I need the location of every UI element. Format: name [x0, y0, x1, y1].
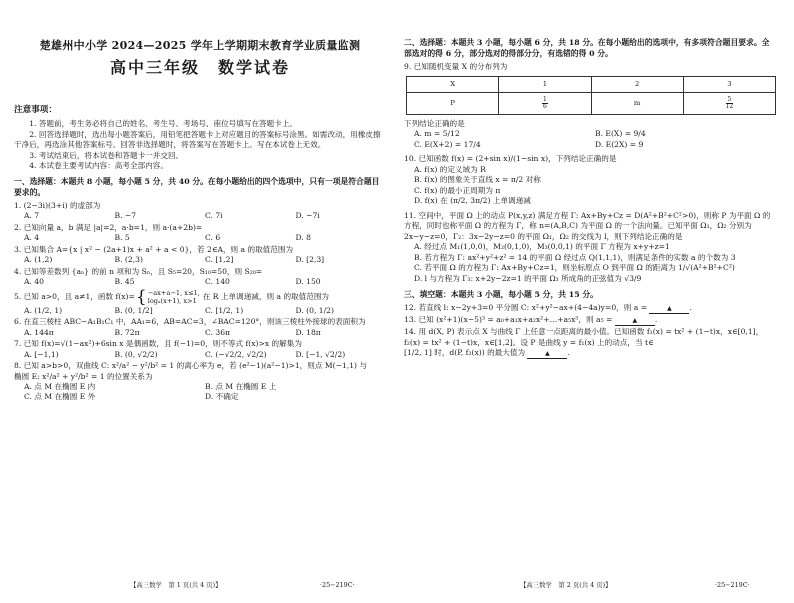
option-b: B. f(x) 的图象关于直线 x = π/2 对称	[414, 175, 541, 185]
question-stem: 10. 已知函数 f(x) = (2+sin x)/(1−sin x)，下列结论正确的是	[404, 154, 617, 164]
question-stem: 1. (2−3i)(3+i) 的虚部为	[14, 200, 101, 210]
option-b: B. E(X) = 9/4	[595, 129, 646, 139]
table-row	[407, 92, 776, 114]
option-c: C. (−√2/2, √2/2)	[205, 349, 267, 359]
question-stem: 2. 已知向量 a，b 满足 |a|=2，a·b=1，则 a·(a+2b)=	[14, 222, 203, 232]
notice-heading: 注意事项：	[14, 105, 57, 116]
option-a: A. f(x) 的定义域为 R	[414, 164, 486, 174]
left-column	[14, 38, 386, 403]
option-d: D. 150	[295, 277, 321, 287]
option-c: C. E(X+2) = 17/4	[414, 139, 481, 149]
option-a: A. [−1,1)	[24, 349, 59, 359]
table-cell: 2	[591, 76, 683, 92]
option-d: D. f(x) 在 (π/2, 3π/2) 上单调递减	[414, 196, 531, 206]
numerator: 5	[727, 95, 732, 103]
question-13: 13. 已知 (x²+1)(x−5)³ = a₀+a₁x+a₂x²+…+a₅x⁵，则 a₅ = ▲ .	[404, 315, 776, 326]
option-b: B. 若方程为 Γ: ax²+y²+z² = 14 的平面 Ω 经过点 Q(1,1,1)，则满足条件的实数 a 的个数为 3	[414, 252, 736, 262]
exam-subtitle: 高中三年级 数学试卷	[109, 58, 290, 78]
right-column	[404, 38, 776, 359]
option-a: A. 40	[24, 277, 44, 287]
numerator: 1	[542, 95, 547, 103]
fraction	[726, 97, 734, 111]
question-6	[14, 317, 386, 338]
question-9	[404, 62, 776, 151]
option-c: C. 140	[205, 277, 230, 287]
question-10	[404, 154, 776, 206]
fraction	[542, 97, 548, 111]
notice-item: 1. 答题前，考生务必将自己的姓名、考生号、考场号、座位号填写在答题卡上。	[29, 119, 298, 129]
piecewise-brace: {	[135, 286, 147, 307]
option-a: A. (1,2)	[24, 255, 53, 265]
option-d: D. E(2X) = 9	[595, 139, 644, 149]
distribution-table	[406, 76, 776, 115]
notice-block	[14, 105, 386, 171]
option-d: D. −7i	[295, 211, 320, 221]
footer-left-code: ·25−219C·	[320, 581, 355, 589]
option-d: D. [2,3]	[295, 255, 325, 265]
question-stem: 7. 已知 f(x)=√(1−ax²)+6sin x 是偶函数，且 f(−1)=0，则不等式 f(x)>x 的解集为	[14, 339, 302, 349]
option-a: A. 4	[24, 233, 40, 243]
answer-blank: ▲	[527, 350, 567, 359]
option-c: C. 点 M 在椭圆 E 外	[24, 392, 96, 402]
answer-blank: ▲	[615, 317, 655, 326]
question-stem: 4. 已知等差数列 {aₙ} 的前 n 项和为 Sₙ，且 S₅=20，S₁₀=50，则 S₂₀=	[14, 266, 263, 276]
option-d: D. 8	[295, 233, 311, 243]
option-c: C. [1/2, 1)	[205, 305, 244, 315]
question-14: 14. 用 d(X, P) 表示点 X 与曲线 Γ 上任意一点距离的最小值。已知函数 f₁(x) = tx² + (1−t)x，x∈[0,1]，f₂(x) = tx² + (1−t)x，x∈[1,2]。设 P 是曲线 y = f₁(x) 上的动点，当 t∈ [1/2, 1] 时，d(P, f₂(x)) 的最大值为 ▲ .	[404, 327, 776, 359]
option-b: B. 45	[114, 277, 135, 287]
question-8	[14, 361, 386, 403]
notice-item: 2. 回答选择题时，选出每小题答案后，用铅笔把答题卡上对应题目的答案标号涂黑。如需改动，用橡皮擦干净后，再选涂其他答案标号。回答非选择题时，将答案写在答题卡上。写在本试卷上无效。	[14, 129, 381, 150]
footer-right-page: 【高三数学 第 2 页(共 4 页)】	[520, 581, 612, 589]
option-a: A. m = 5/12	[414, 129, 460, 139]
option-c: C. f(x) 的最小正周期为 π	[414, 185, 501, 195]
option-d: D. 不确定	[205, 392, 239, 402]
exam-title: 楚雄州中小学 2024—2025 学年上学期期末教育学业质量监测	[39, 39, 361, 52]
question-7	[14, 339, 386, 360]
question-stem: 13. 已知 (x²+1)(x−5)³ = a₀+a₁x+a₂x²+…+a₅x⁵，则 a₅ =	[404, 315, 613, 325]
option-c: C. 6	[205, 233, 221, 243]
option-d: D. 18π	[295, 327, 321, 337]
question-lead: 下列结论正确的是	[404, 118, 465, 128]
option-c: C. 7i	[205, 211, 223, 221]
table-cell: 3	[683, 76, 775, 92]
option-b: B. 72π	[114, 327, 140, 337]
footer-right-code: ·25−219C·	[715, 581, 750, 589]
option-a: A. 144π	[24, 327, 54, 337]
option-d: D. (0, 1/2)	[295, 305, 334, 315]
question-1	[14, 201, 386, 222]
option-d: D. [−1, √2/2)	[295, 349, 346, 359]
question-11	[404, 211, 776, 284]
option-a: A. (1/2, 1)	[24, 305, 63, 315]
question-12: 12. 若直线 l: x−2y+3=0 平分圆 C: x²+y²−ax+(4−4a)y=0，则 a = ▲ .	[404, 303, 776, 314]
question-4	[14, 267, 386, 288]
option-c: C. 36π	[205, 327, 231, 337]
piece-case: logₐ(x+1), x>1	[147, 297, 197, 306]
question-stem: 9. 已知随机变量 X 的分布列为	[404, 61, 508, 71]
notice-item: 4. 本试卷主要考试内容：高考全部内容。	[29, 160, 168, 170]
question-3	[14, 245, 386, 266]
table-cell: P	[407, 92, 499, 114]
question-stem	[14, 286, 386, 307]
question-stem: 11. 空间中，平面 Ω 上的动点 P(x,y,z) 满足方程 Γ: Ax+By+Cz = D(A²+B²+C²>0)，则称 P 为平面 Ω 的方程，同时也称平面 Ω 的方程为 Γ，称 n=(A,B,C) 为平面 Ω 的一个法向量。已知平面 Ω₁，Ω₂ 分别为 2x−y−z=0，Γ₂：3x−2y−z=0 的平面 Ω₁，Ω₂ 的交线为 l，则下列结论正确的是	[404, 210, 771, 241]
denominator: 6	[542, 102, 547, 110]
table-row	[407, 76, 776, 92]
question-5	[14, 286, 386, 316]
stem-part: 在 R 上单调递减，则 a 的取值范围为	[202, 291, 330, 301]
option-a: A. 7	[24, 211, 40, 221]
option-a: A. 点 M 在椭圆 E 内	[24, 381, 96, 391]
table-cell: 1	[499, 76, 591, 92]
question-stem-cont: [1/2, 1] 时，d(P, f₂(x)) 的最大值为	[404, 348, 526, 358]
question-stem-cont: 椭圆 E: x²/a² + y²/b² = 1 的位置关系为	[14, 371, 153, 381]
table-cell: X	[407, 76, 499, 92]
question-stem: 12. 若直线 l: x−2y+3=0 平分圆 C: x²+y²−ax+(4−4a)y=0，则 a =	[404, 302, 648, 312]
option-b: B. 5	[114, 233, 130, 243]
piecewise-cases	[148, 289, 200, 305]
notice-item: 3. 考试结束后，将本试卷和答题卡一并交回。	[29, 150, 184, 160]
question-2	[14, 223, 386, 244]
table-cell	[499, 92, 591, 114]
option-c: C. [1,2]	[205, 255, 234, 265]
question-stem: 8. 已知 a>b>0，双曲线 C: x²/a² − y²/b² = 1 的离心率为 e，若 (e²−1)(a²−1)>1，则点 M(−1,1) 与	[14, 361, 368, 371]
table-cell	[683, 92, 775, 114]
option-b: B. −7	[114, 211, 137, 221]
option-b: B. (2,3)	[114, 255, 143, 265]
option-a: A. 经过点 M₁(1,0,0)，M₂(0,1,0)，M₃(0,0,1) 的平面 Γ 方程为 x+y+z=1	[414, 242, 670, 252]
denominator: 12	[725, 102, 734, 110]
stem-part: 5. 已知 a>0，且 a≠1，函数 f(x)=	[14, 291, 135, 301]
section-3-heading: 三、填空题：本题共 3 小题，每小题 5 分，共 15 分。	[404, 290, 598, 299]
footer-left-page: 【高三数学 第 1 页(共 4 页)】	[130, 581, 222, 589]
question-stem: 14. 用 d(X, P) 表示点 X 与曲线 Γ 上任意一点距离的最小值。已知函数 f₁(x) = tx² + (1−t)x，x∈[0,1]，f₂(x) = tx² + (1−t)x，x∈[1,2]。设 P 是曲线 y = f₁(x) 上的动点，当 t∈	[404, 327, 764, 347]
section-1-heading: 一、选择题：本题共 8 小题，每小题 5 分，共 40 分。在每小题给出的四个选项中，只有一项是符合题目要求的。	[14, 177, 380, 198]
question-stem: 3. 已知集合 A={x | x² − (2a+1)x + a² + a < 0}，若 2∈A，则 a 的取值范围为	[14, 244, 294, 254]
option-b: B. 点 M 在椭圆 E 上	[205, 381, 277, 391]
question-stem: 6. 在直三棱柱 ABC−A₁B₁C₁ 中，AA₁=6，AB=AC=3，∠BAC=120°，则该三棱柱外接球的表面积为	[14, 317, 366, 327]
option-b: B. (0, √2/2)	[114, 349, 158, 359]
option-b: B. (0, 1/2]	[114, 305, 153, 315]
answer-blank: ▲	[649, 305, 689, 314]
table-cell: m	[591, 92, 683, 114]
option-d: D. l 与方程为 Γ₃: x+2y−2z=1 的平面 Ω₃ 所成角的正弦值为 √3/9	[414, 273, 642, 283]
piece-case: −ax+a−1, x≤1,	[147, 288, 200, 297]
option-c: C. 若平面 Ω 的方程为 Γ: Ax+By+Cz=1，则坐标原点 O 到平面 Ω 的距离为 1/√(A²+B²+C²)	[414, 263, 735, 273]
section-2-heading: 二、选择题：本题共 3 小题，每小题 6 分，共 18 分。在每小题给出的选项中，有多项符合题目要求。全部选对的得 6 分，部分选对的得部分分，有选错的得 0 分。	[404, 38, 770, 58]
